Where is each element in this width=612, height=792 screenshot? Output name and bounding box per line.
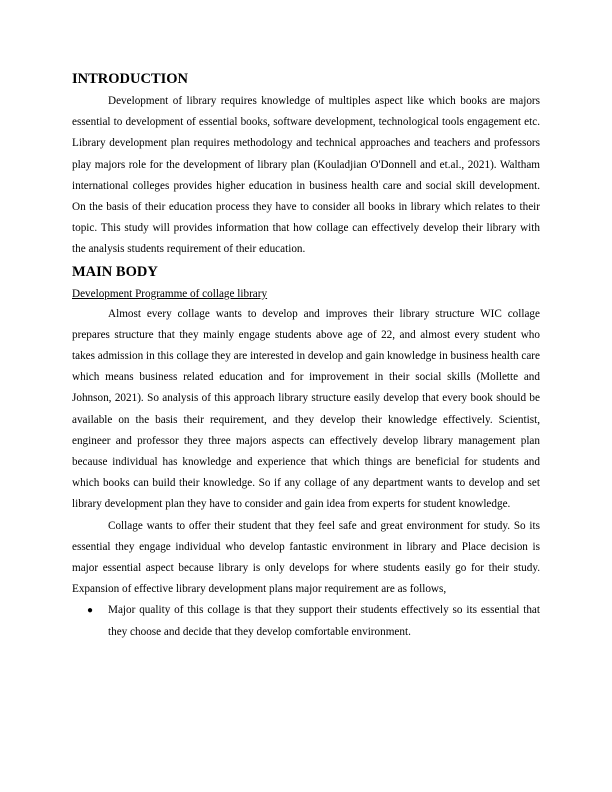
bullet-text: Major quality of this collage is that they support their students effectively so its essential that they choose and decide that they develop comfortable environment.	[108, 604, 540, 638]
bullet-icon: ●	[87, 605, 94, 617]
bullet-list	[72, 600, 540, 642]
introduction-heading: INTRODUCTION	[72, 71, 189, 87]
introduction-paragraph: Development of library requires knowledge of multiples aspect like which books are majors essential to development of essential books, software development, technological tools engagement etc. Library development plan requires methodology and technical approaches and teachers and professors play majors role for the development of library plan (Kouladjian O'Donnell and et.al., 2021). Waltham international colleges provides higher education in business health care and social skill development. On the basis of their education process they have to consider all books in library which relates to their topic. This study will provides information that how collage can effectively develop their library with the analysis students requirement of their education.	[72, 95, 540, 256]
bullet-item	[72, 600, 540, 642]
main-body-heading: MAIN BODY	[72, 263, 158, 280]
section-subheading: Development Programme of collage library	[72, 287, 268, 300]
body-paragraph: Collage wants to offer their student that they feel safe and great environment for study. So its essential they engage individual who develop fantastic environment in library and Place decision is major essential aspect because library is only develops for where students easily go for their study. Expansion of effective library development plans major requirement are as follows,	[72, 519, 540, 596]
body-paragraph: Almost every collage wants to develop and improves their library structure WIC collage prepares structure that they mainly engage students above age of 22, and almost every student who takes admission in this collage they are interested in develop and gain knowledge in business health care which means business related education and for improvement in their social skills (Mollette and Johnson, 2021). So analysis of this approach library structure easily develop that every book should be available on the basis their requirement, and they develop their knowledge effectively. Scientist, engineer and professor they three majors aspects can effectively develop library management plan because individual has knowledge and experience that which things are beneficial for students and which books can build their knowledge. So if any collage of any department wants to develop and set library development plan they have to consider and gain idea from experts for student knowledge.	[72, 307, 540, 511]
document-page	[72, 70, 540, 643]
